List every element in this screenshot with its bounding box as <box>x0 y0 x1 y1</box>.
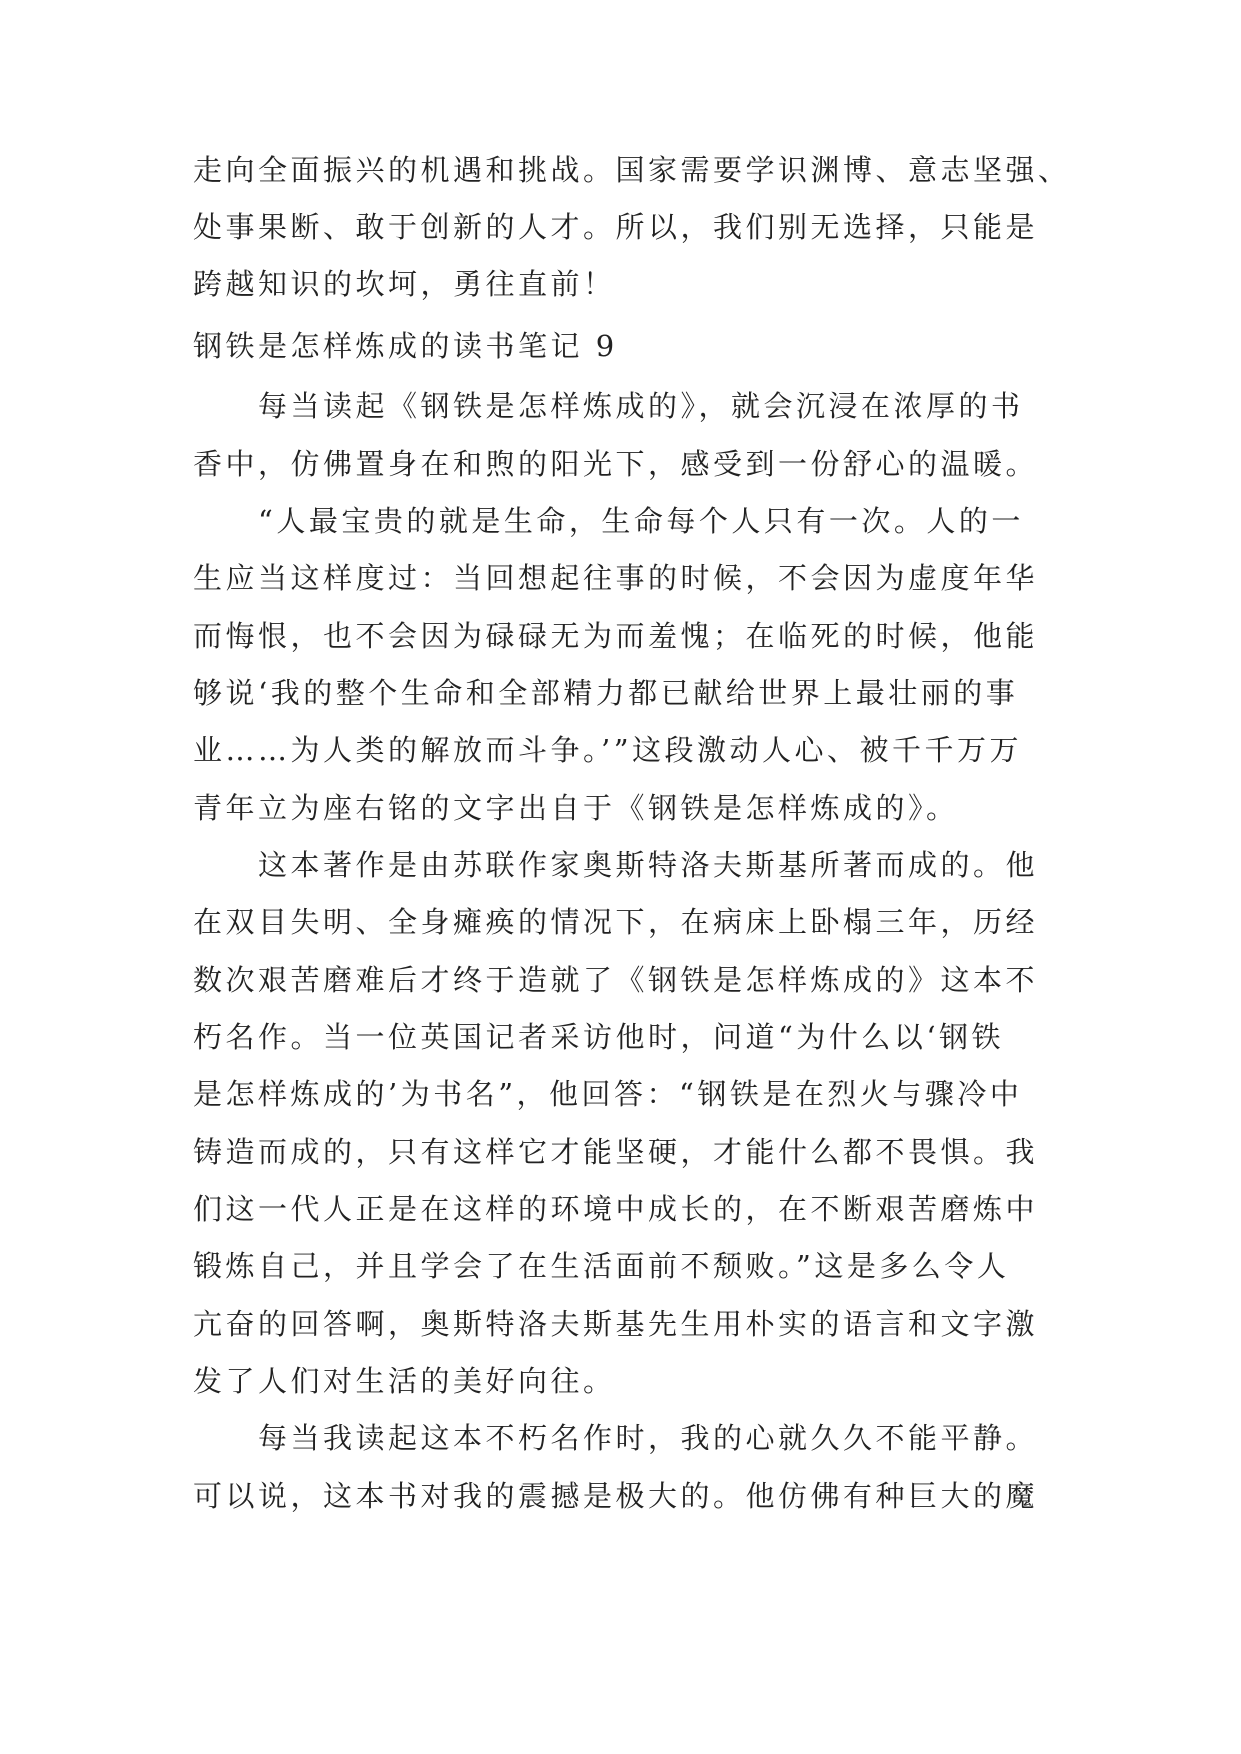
text-line: 每当读起《钢铁是怎样炼成的》，就会沉浸在浓厚的书 <box>193 389 1024 423</box>
text-line: 青年立为座右铭的文字出自于《钢铁是怎样炼成的》。 <box>193 791 959 825</box>
text-line: 走向全面振兴的机遇和挑战。国家需要学识渊博、意志坚强、 <box>193 153 1071 187</box>
text-line: 们这一代人正是在这样的环境中成长的，在不断艰苦磨炼中 <box>193 1192 1039 1226</box>
section-heading: 钢铁是怎样炼成的读书笔记 9 <box>193 329 618 363</box>
text-line: 这本著作是由苏联作家奥斯特洛夫斯基所著而成的。他 <box>193 848 1039 882</box>
text-line: 处事果断、敢于创新的人才。所以，我们别无选择，只能是 <box>193 210 1039 244</box>
text-line: 香中，仿佛置身在和煦的阳光下，感受到一份舒心的温暖。 <box>193 447 1039 481</box>
text-line: 数次艰苦磨难后才终于造就了《钢铁是怎样炼成的》这本不 <box>193 963 1039 997</box>
text-line: 在双目失明、全身瘫痪的情况下，在病床上卧榻三年，历经 <box>193 905 1039 939</box>
text-line: 而悔恨，也不会因为碌碌无为而羞愧；在临死的时候，他能 <box>193 619 1039 653</box>
text-line: 跨越知识的坎坷，勇往直前！ <box>193 267 616 301</box>
text-line: 发了人们对生活的美好向往。 <box>193 1364 616 1398</box>
text-line: 是怎样炼成的’为书名”，他回答：“钢铁是在烈火与骤冷中 <box>193 1077 1023 1111</box>
text-line: 朽名作。当一位英国记者采访他时，问道“为什么以‘钢铁 <box>193 1020 1005 1054</box>
text-line: 亢奋的回答啊，奥斯特洛夫斯基先生用朴实的语言和文字激 <box>193 1307 1039 1341</box>
text-line: “人最宝贵的就是生命，生命每个人只有一次。人的一 <box>193 504 1024 538</box>
text-line: 够说‘我的整个生命和全部精力都已献给世界上最壮丽的事 <box>193 676 1019 710</box>
text-line: 锻炼自己，并且学会了在生活面前不颓败。”这是多么令人 <box>193 1249 1010 1283</box>
text-line: 每当我读起这本不朽名作时，我的心就久久不能平静。 <box>193 1421 1039 1455</box>
text-line: 业……为人类的解放而斗争。’”这段激动人心、被千千万万 <box>193 733 1023 767</box>
text-line: 可以说，这本书对我的震撼是极大的。他仿佛有种巨大的魔 <box>193 1479 1039 1513</box>
text-line: 生应当这样度过：当回想起往事的时候，不会因为虚度年华 <box>193 561 1039 595</box>
text-line: 铸造而成的，只有这样它才能坚硬，才能什么都不畏惧。我 <box>193 1135 1039 1169</box>
